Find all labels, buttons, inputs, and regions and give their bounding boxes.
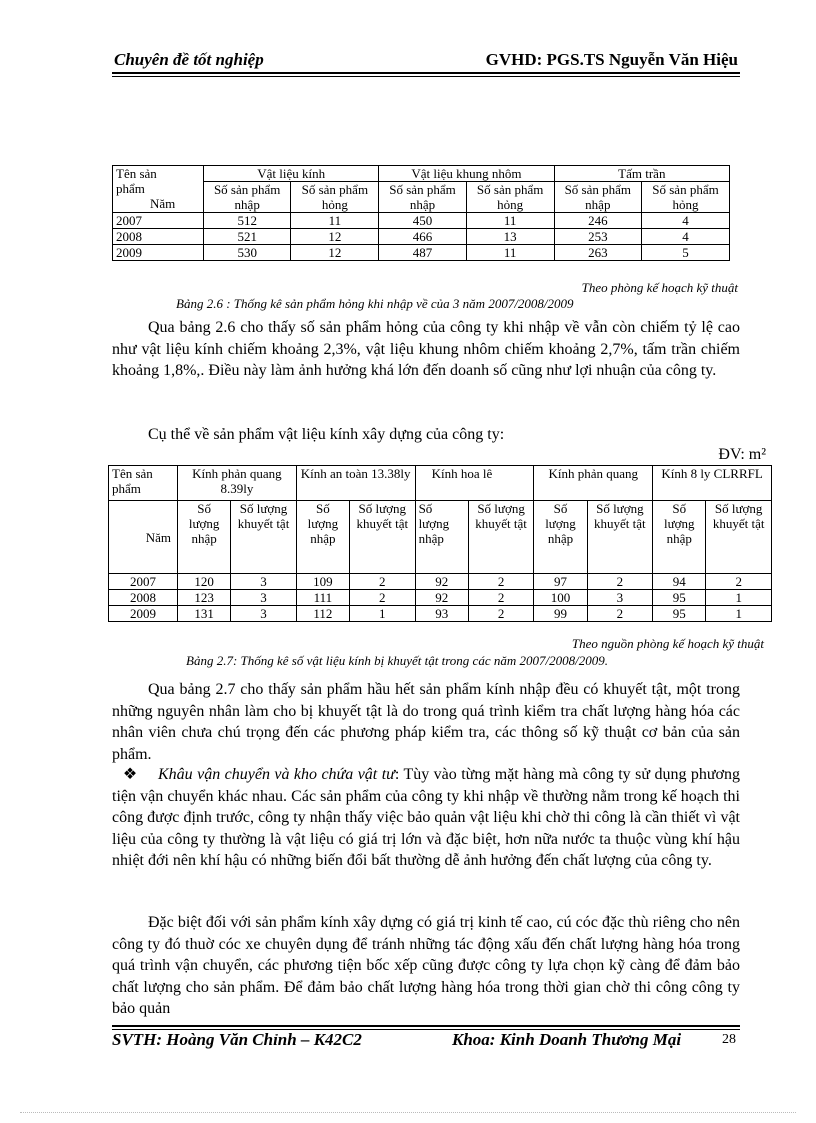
table-corner: Tên sản phẩm Năm — [113, 166, 204, 213]
group-header: Kính an toàn 13.38ly — [296, 466, 415, 501]
table-row: 2007 120 3 109 2 92 2 97 2 94 2 — [109, 574, 772, 590]
group-header: Vật liệu kính — [204, 166, 379, 182]
group-header: Tấm trần — [554, 166, 729, 182]
sub-header: Số lượng nhập — [415, 501, 468, 574]
sub-header: Số sản phẩm nhập — [204, 182, 291, 213]
paragraph-5: Đặc biệt đối với sản phẩm kính xây dựng có giá trị kinh tế cao, cú cóc đặc thù riêng cho nên công ty đó thuờ cóc xe chuyên dụng để tránh những tác động xấu đến chất lượng hàng hóa trong quá trình vận chuyển, các phương tiện bốc xếp cũng được công ty lựa chọn kỹ càng để đảm bảo chất lượng cho sản phẩm. Để đảm bảo chất lượng hàng hóa trong thời gian chờ thi công công ty bảo quản — [112, 914, 740, 1017]
paragraph-4-body: : Tùy vào từng mặt hàng mà công ty sử dụng phương tiện vận chuyển khác nhau. Các sản phẩm của công ty khi nhập về thường nằm trong kế hoạch thi công được định trước, công ty nhận thấy việc bảo quản vật liệu khi chờ thi công là cần thiết vì vật liệu của công ty thường là vật liệu có giá trị lớn và đặc biệt, hơn nữa nước ta thuộc vùng khí hậu nhiệt đới nên khí hậu có những biến đổi bất thường dễ ảnh hưởng đến chất lượng của công ty. — [112, 766, 741, 869]
sub-header: Số sản phẩm hỏng — [291, 182, 379, 213]
table-defects-products — [112, 165, 730, 261]
sub-header: Số lượng khuyết tật — [587, 501, 653, 574]
table-row: 2008 123 3 111 2 92 2 100 3 95 1 — [109, 590, 772, 606]
sub-header: Số sản phẩm nhập — [554, 182, 641, 213]
paragraph-2: Cụ thể về sản phẩm vật liệu kính xây dựng của công ty: — [148, 426, 505, 443]
sub-header: Số lượng nhập — [296, 501, 349, 574]
table-defects-glass — [108, 465, 772, 622]
sub-header: Số sản phẩm hỏng — [466, 182, 554, 213]
page-edge — [20, 1112, 796, 1113]
table-corner: Tên sản phẩm — [109, 466, 178, 501]
table2-source: Theo nguồn phòng kế hoạch kỹ thuật — [571, 636, 764, 651]
group-header: Kính phản quang 8.39ly — [178, 466, 297, 501]
table1-caption: Bảng 2.6 : Thống kê sản phẩm hỏng khi nhập về của 3 năm 2007/2008/2009 — [176, 296, 574, 311]
paragraph-1: Qua bảng 2.6 cho thấy số sản phẩm hỏng của công ty khi nhập về vẫn còn chiếm tỷ lệ cao như vật liệu kính chiếm khoảng 2,3%, vật liệu khung nhôm chiếm khoảng 2,7%, tấm trần chiếm khoảng 1,8%,. Điều này làm ảnh hưởng khá lớn đến doanh số cũng như lợi nhuận của công ty. — [112, 319, 740, 379]
sub-header: Số lượng khuyết tật — [706, 501, 772, 574]
sub-header: Số lượng khuyết tật — [231, 501, 297, 574]
sub-header: Số lượng nhập — [178, 501, 231, 574]
sub-header: Số sản phẩm nhập — [379, 182, 466, 213]
table-row: 2007 512 11 450 11 246 4 — [113, 213, 730, 229]
table-row: 2009 530 12 487 11 263 5 — [113, 245, 730, 261]
page-header — [112, 46, 740, 72]
footer-right: Khoa: Kinh Doanh Thương Mại — [452, 1030, 682, 1049]
sub-header: Số lượng khuyết tật — [350, 501, 416, 574]
paragraph-4 — [112, 764, 740, 872]
footer-left: SVTH: Hoàng Văn Chỉnh – K42C2 — [112, 1030, 362, 1049]
paragraph-3: Qua bảng 2.7 cho thấy sản phẩm hầu hết sản phẩm kính nhập đều có khuyết tật, một trong những nguyên nhân làm cho bị khuyết tật là do trong quá trình kiểm tra chất lượng hàng hóa các nhân viên chưa chú trọng đến các phương pháp kiểm tra, các thông số kỹ thuật cơ bản của sản phẩm. — [112, 681, 740, 763]
table-corner-year: Năm — [109, 501, 178, 574]
sub-header: Số sản phẩm hỏng — [642, 182, 730, 213]
table-row: 2009 131 3 112 1 93 2 99 2 95 1 — [109, 606, 772, 622]
header-left: Chuyên đề tốt nghiệp — [114, 50, 264, 69]
header-right: GVHD: PGS.TS Nguyễn Văn Hiệu — [485, 50, 738, 69]
table1-source: Theo phòng kế hoạch kỹ thuật — [581, 280, 738, 295]
group-header: Vật liệu khung nhôm — [379, 166, 554, 182]
bullet-diamond-icon: ❖ — [122, 766, 138, 783]
sub-header: Số lượng nhập — [534, 501, 587, 574]
page-footer — [112, 1030, 740, 1050]
unit-label: ĐV: m² — [718, 446, 766, 463]
group-header: Kính phản quang — [534, 466, 653, 501]
sub-header: Số lượng khuyết tật — [468, 501, 534, 574]
group-header: Kính hoa lê — [415, 466, 534, 501]
table2-caption: Bảng 2.7: Thống kê số vật liệu kính bị khuyết tật trong các năm 2007/2008/2009. — [186, 653, 608, 668]
sub-header: Số lượng nhập — [653, 501, 706, 574]
header-rule — [112, 72, 740, 77]
paragraph-4-lead: Khâu vận chuyển và kho chứa vật tư — [158, 766, 395, 783]
group-header: Kính 8 ly CLRRFL — [653, 466, 772, 501]
page-number: 28 — [722, 1032, 736, 1047]
table-row: 2008 521 12 466 13 253 4 — [113, 229, 730, 245]
